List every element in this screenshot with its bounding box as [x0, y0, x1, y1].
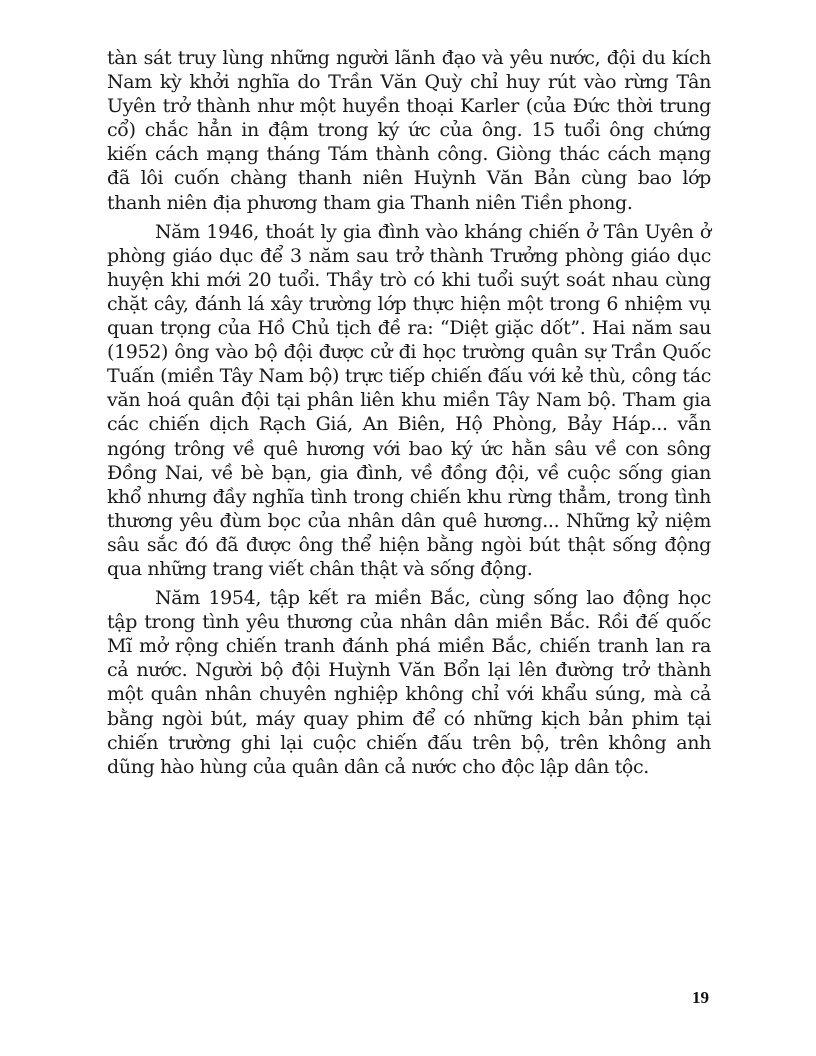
page-body [107, 46, 711, 784]
page-number: 19 [692, 988, 709, 1007]
paragraph-3: Năm 1954, tập kết ra miền Bắc, cùng sống lao động học tập trong tình yêu thương của nhân dân miền Bắc. Rồi đế quốc Mĩ mở rộng chiến tranh đánh phá miền Bắc, chiến tranh lan ra cả nước. Người bộ đội Huỳnh Văn Bổn lại lên đường trở thành một quân nhân chuyên nghiệp không chỉ với khẩu súng, mà cả bằng ngòi bút, máy quay phim để có những kịch bản phim tại chiến trường ghi lại cuộc chiến đấu trên bộ, trên không anh dũng hào hùng của quân dân cả nước cho độc lập dân tộc. [107, 587, 711, 778]
paragraph-1: tàn sát truy lùng những người lãnh đạo và yêu nước, đội du kích Nam kỳ khởi nghĩa do Trần Văn Quỳ chỉ huy rút vào rừng Tân Uyên trở thành như một huyền thoại Karler (của Đức thời trung cổ) chắc hẳn in đậm trong ký ức của ông. 15 tuổi ông chứng kiến cách mạng tháng Tám thành công. Giòng thác cách mạng đã lôi cuốn chàng thanh niên Huỳnh Văn Bản cùng bao lớp thanh niên địa phương tham gia Thanh niên Tiền phong. [107, 47, 711, 214]
paragraph-2: Năm 1946, thoát ly gia đình vào kháng chiến ở Tân Uyên ở phòng giáo dục để 3 năm sau trở thành Trưởng phòng giáo dục huyện khi mới 20 tuổi. Thầy trò có khi tuổi suýt soát nhau cùng chặt cây, đánh lá xây trường lớp thực hiện một trong 6 nhiệm vụ quan trọng của Hồ Chủ tịch đề ra: “Diệt giặc dốt”. Hai năm sau (1952) ông vào bộ đội được cử đi học trường quân sự Trần Quốc Tuấn (miền Tây Nam bộ) trực tiếp chiến đấu với kẻ thù, công tác văn hoá quân đội tại phân liên khu miền Tây Nam bộ. Tham gia các chiến dịch Rạch Giá, An Biên, Hộ Phòng, Bảy Háp... vẫn ngóng trông về quê hương với bao ký ức hằn sâu về con sông Đồng Nai, về bè bạn, gia đình, về đồng đội, về cuộc sống gian khổ nhưng đầy nghĩa tình trong chiến khu rừng thẳm, trong tình thương yêu đùm bọc của nhân dân quê hương... Những kỷ niệm sâu sắc đó đã được ông thể hiện bằng ngòi bút thật sống động qua những trang viết chân thật và sống động. [107, 220, 711, 580]
